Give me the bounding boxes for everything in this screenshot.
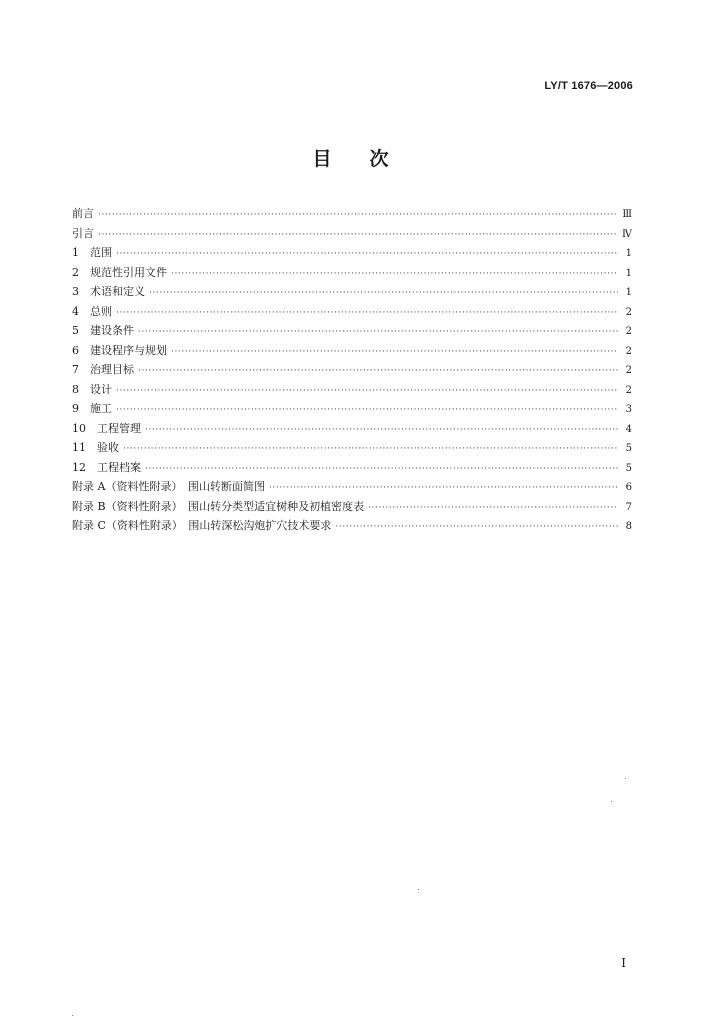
toc-item-page: 3 xyxy=(625,404,632,415)
toc-item-terms-definitions[interactable] xyxy=(72,282,632,302)
toc-item-label: 1 范围 xyxy=(72,246,112,259)
toc-item-procedure-planning[interactable] xyxy=(72,341,632,361)
toc-item-label: 4 总则 xyxy=(72,304,112,318)
toc-item-page: 6 xyxy=(625,482,632,493)
toc-item-label: 8 设计 xyxy=(72,382,112,396)
toc-leader-dots xyxy=(116,401,618,421)
toc-item-label: 2 规范性引用文件 xyxy=(72,265,167,279)
toc-item-label: 11 验收 xyxy=(72,441,119,454)
toc-item-label: 12 工程档案 xyxy=(72,460,141,474)
toc-item-appendix-a[interactable] xyxy=(72,477,632,497)
toc-item-page: Ⅲ xyxy=(622,209,632,220)
toc-item-introduction[interactable] xyxy=(72,224,632,244)
toc-leader-dots xyxy=(368,499,618,519)
toc-item-page: Ⅳ xyxy=(622,228,632,240)
toc-item-label: 10 工程管理 xyxy=(72,421,141,435)
toc-item-appendix-b[interactable] xyxy=(72,497,632,517)
toc-item-page: 8 xyxy=(625,521,632,532)
toc-leader-dots xyxy=(98,206,618,226)
toc-leader-dots xyxy=(116,245,618,265)
toc-item-project-management[interactable] xyxy=(72,419,632,439)
toc-item-page: 7 xyxy=(625,501,632,513)
toc-item-construction-conditions[interactable] xyxy=(72,321,632,341)
toc-leader-dots xyxy=(98,226,618,246)
scan-speck xyxy=(611,801,612,802)
toc-leader-dots xyxy=(145,421,618,441)
toc-item-normative-references[interactable] xyxy=(72,263,632,283)
toc-leader-dots xyxy=(171,343,618,363)
toc-item-label: 5 建设条件 xyxy=(72,324,134,337)
toc-item-page: 1 xyxy=(625,267,632,279)
toc-item-foreword[interactable] xyxy=(72,204,632,224)
toc-item-label: 附录 B（资料性附录） 围山转分类型适宜树种及初植密度表 xyxy=(72,499,365,513)
toc-item-design[interactable] xyxy=(72,380,632,400)
toc-item-page: 2 xyxy=(625,384,632,396)
toc-item-page: 2 xyxy=(625,345,632,357)
toc-item-project-archives[interactable] xyxy=(72,458,632,478)
page-number: I xyxy=(621,956,626,970)
standard-code: LY/T 1676—2006 xyxy=(544,80,633,92)
toc-item-label: 引言 xyxy=(72,226,94,240)
toc-item-general-principles[interactable] xyxy=(72,302,632,322)
toc-item-label: 6 建设程序与规划 xyxy=(72,343,167,357)
toc-list xyxy=(72,204,632,536)
toc-item-label: 附录 A（资料性附录） 围山转断面简图 xyxy=(72,480,265,493)
toc-item-page: 5 xyxy=(625,462,632,474)
toc-item-page: 1 xyxy=(625,248,632,259)
toc-item-construction[interactable] xyxy=(72,399,632,419)
toc-leader-dots xyxy=(335,518,618,538)
toc-leader-dots xyxy=(138,323,618,343)
toc-leader-dots xyxy=(171,265,618,285)
toc-item-page: 4 xyxy=(625,423,632,435)
scan-speck xyxy=(625,778,626,779)
toc-item-scope[interactable] xyxy=(72,243,632,263)
toc-item-label: 9 施工 xyxy=(72,402,112,415)
toc-item-treatment-goals[interactable] xyxy=(72,360,632,380)
toc-item-appendix-c[interactable] xyxy=(72,516,632,536)
toc-item-label: 前言 xyxy=(72,207,94,220)
toc-item-page: 2 xyxy=(625,365,632,376)
toc-item-label: 附录 C（资料性附录） 围山转深松沟炮扩穴技术要求 xyxy=(72,519,332,532)
toc-leader-dots xyxy=(116,382,618,402)
toc-item-page: 2 xyxy=(625,326,632,337)
toc-leader-dots xyxy=(116,304,618,324)
toc-leader-dots xyxy=(138,362,618,382)
toc-leader-dots xyxy=(149,284,618,304)
toc-item-label: 3 术语和定义 xyxy=(72,285,145,298)
toc-item-acceptance[interactable] xyxy=(72,438,632,458)
scan-speck xyxy=(418,889,419,890)
toc-item-page: 5 xyxy=(625,443,632,454)
toc-item-page: 1 xyxy=(625,287,632,298)
scan-speck xyxy=(72,1015,73,1016)
toc-item-label: 7 治理目标 xyxy=(72,363,134,376)
toc-title: 目次 xyxy=(312,148,427,170)
toc-item-page: 2 xyxy=(625,306,632,318)
toc-leader-dots xyxy=(123,440,618,460)
